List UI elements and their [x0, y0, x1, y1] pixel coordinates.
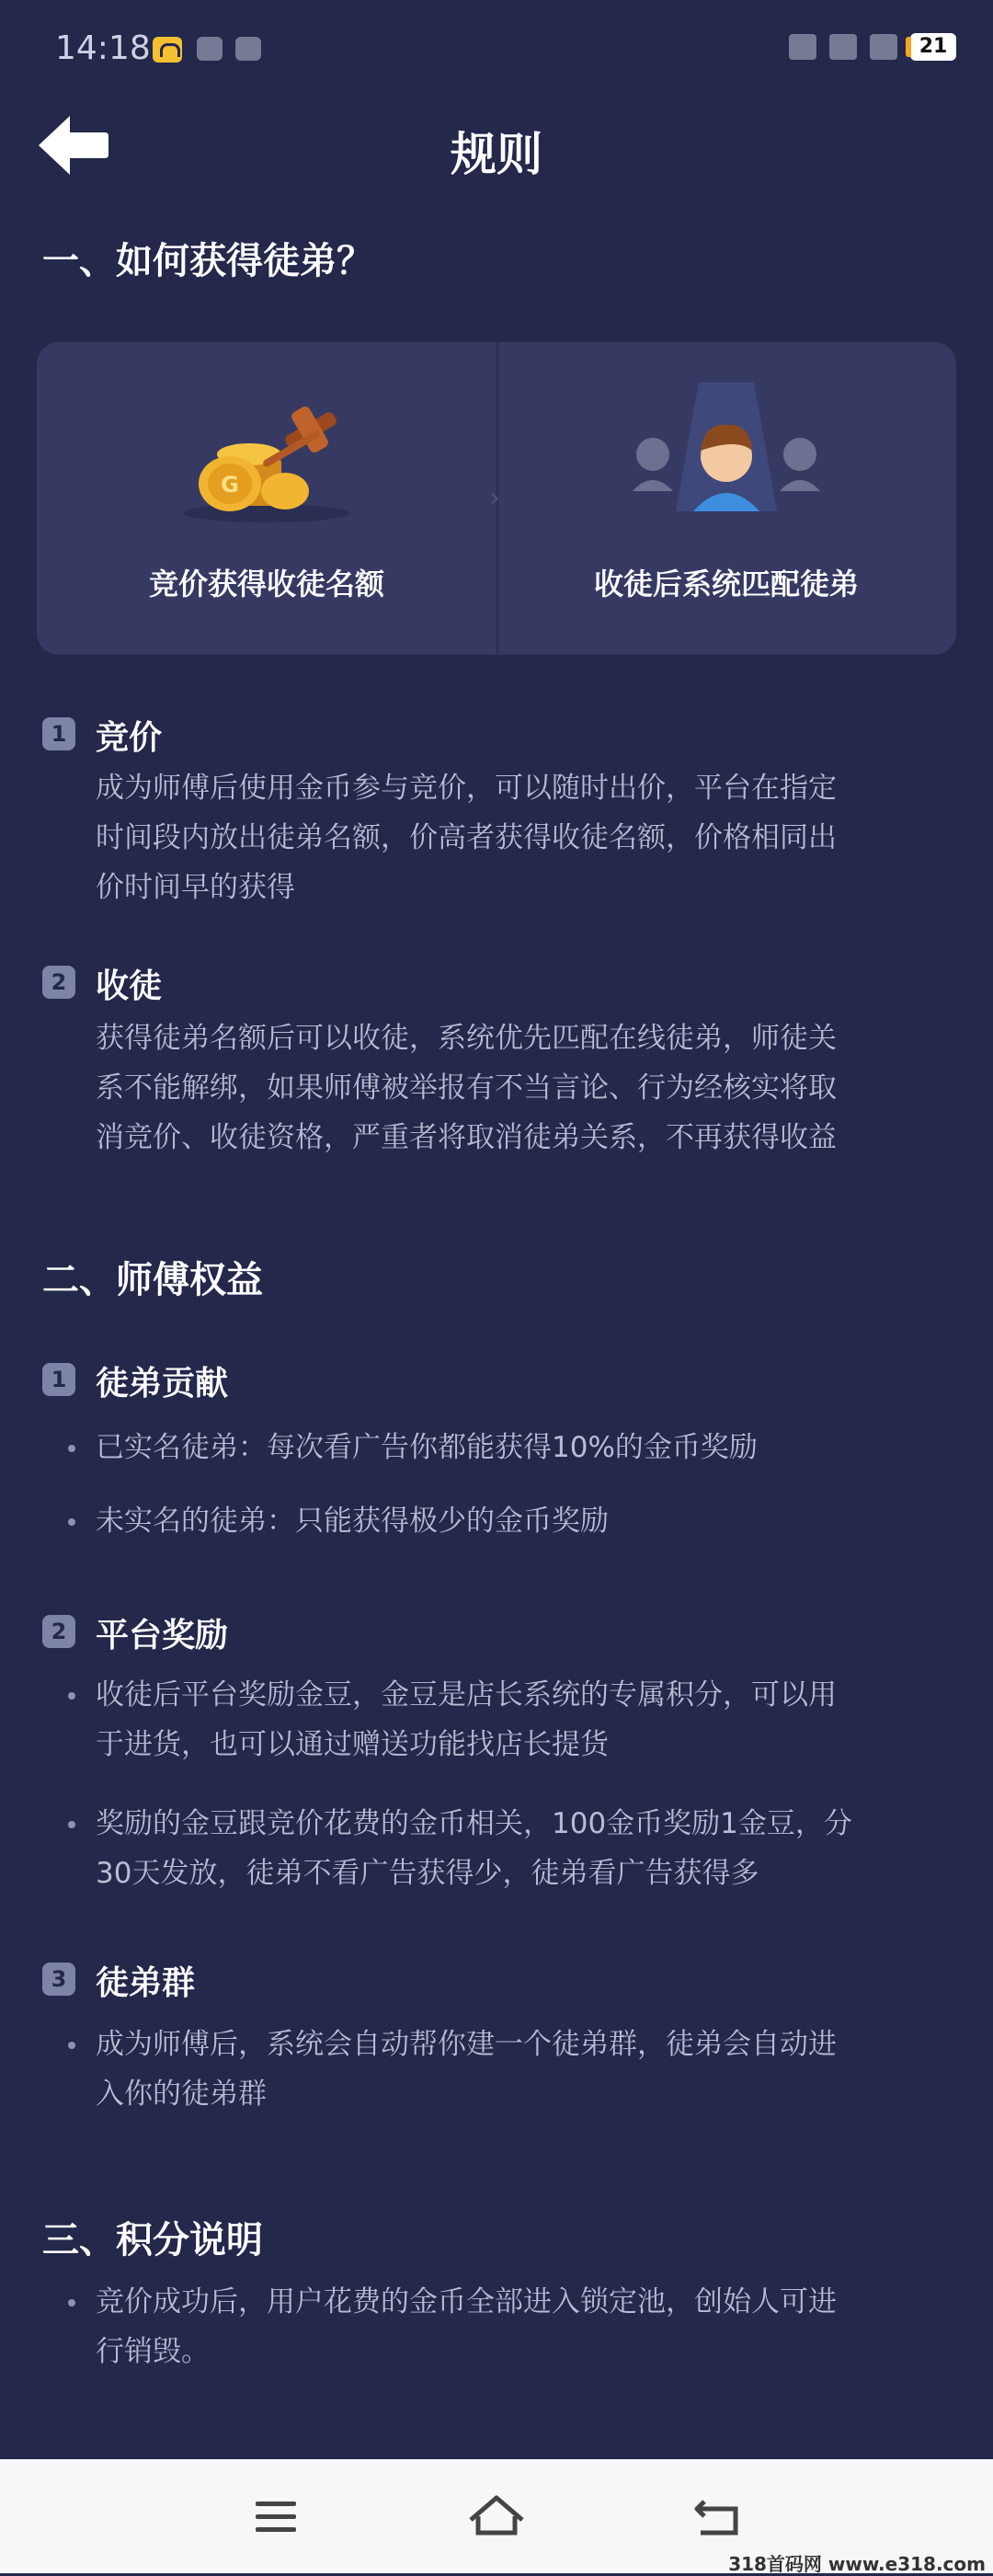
section-title-how-to-get: 一、如何获得徒弟？	[42, 240, 373, 282]
item-text-bid: 成为师傅后使用金币参与竞价，可以随时出价，平台在指定 时间段内放出徒弟名额，价高者获得收徒名额，价格相同出 价时间早的获得	[96, 772, 837, 904]
item-title-platform-reward: 平台奖励	[96, 1617, 229, 1654]
number-badge: 1	[42, 1363, 75, 1396]
menu-icon[interactable]	[243, 2483, 309, 2549]
card-step-bid	[37, 342, 496, 655]
bullet-item: 成为师傅后，系统会自动帮你建一个徒弟群，徒弟会自动进 入你的徒弟群	[96, 2020, 942, 2119]
bullet-item: 未实名的徒弟：只能获得极少的金币奖励	[96, 1496, 942, 1546]
watermark: 318首码网 www.e318.com	[728, 2553, 986, 2575]
hd-icon	[829, 34, 857, 60]
number-badge: 2	[42, 1615, 75, 1648]
page-title: 规则	[451, 128, 542, 181]
app-notification-icon	[153, 37, 182, 63]
number-badge: 2	[42, 966, 75, 999]
bullet-item: 竞价成功后，用户花费的金币全部进入锁定池，创始人可进 行销毁。	[96, 2277, 942, 2376]
card-label-bid: 竞价获得收徒名额	[148, 567, 384, 601]
bullet-item: 奖励的金豆跟竞价花费的金币相关，100金币奖励1金豆，分 30天发放，徒弟不看广告获得少，徒弟看广告获得多	[96, 1799, 942, 1898]
mute-icon	[789, 34, 816, 60]
signal-icon	[870, 34, 897, 60]
home-icon[interactable]	[463, 2483, 530, 2549]
bullet-item: 已实名徒弟：每次看广告你都能获得10%的金币奖励	[96, 1423, 942, 1472]
item-text-recruit: 获得徒弟名额后可以收徒，系统优先匹配在线徒弟，师徒关 系不能解绑，如果师傅被举报有不当言论、行为经核实将取 消竞价、收徒资格，严重者将取消徒弟关系，不再获得收益	[96, 1022, 837, 1154]
status-time: 14:18	[55, 29, 151, 67]
battery-indicator: 21	[910, 33, 956, 61]
number-badge: 1	[42, 717, 75, 750]
coins-gavel-icon	[175, 395, 359, 524]
item-title-bid: 竞价	[96, 719, 163, 757]
card-label-match: 收徒后系统匹配徒弟	[593, 567, 859, 601]
message-icon	[235, 37, 261, 61]
back-icon[interactable]	[684, 2483, 750, 2549]
bullet-item: 收徒后平台奖励金豆，金豆是店长系统的专属积分，可以用 于进货，也可以通过赠送功能找店长提货	[96, 1670, 942, 1769]
wechat-icon	[197, 37, 223, 61]
svg-text:G: G	[221, 472, 239, 498]
number-badge: 3	[42, 1963, 75, 1996]
item-title-contribution: 徒弟贡献	[96, 1365, 229, 1402]
status-bar	[0, 0, 993, 92]
section-title-master-benefits: 二、师傅权益	[42, 1259, 263, 1301]
match-people-icon	[616, 383, 837, 530]
item-title-recruit: 收徒	[96, 967, 163, 1005]
section-title-points: 三、积分说明	[42, 2219, 263, 2261]
chevron-right-icon: ›	[489, 482, 500, 514]
page-header	[0, 101, 993, 193]
item-title-apprentice-group: 徒弟群	[96, 1964, 196, 2002]
status-right	[789, 33, 956, 61]
card-step-match	[496, 342, 956, 655]
